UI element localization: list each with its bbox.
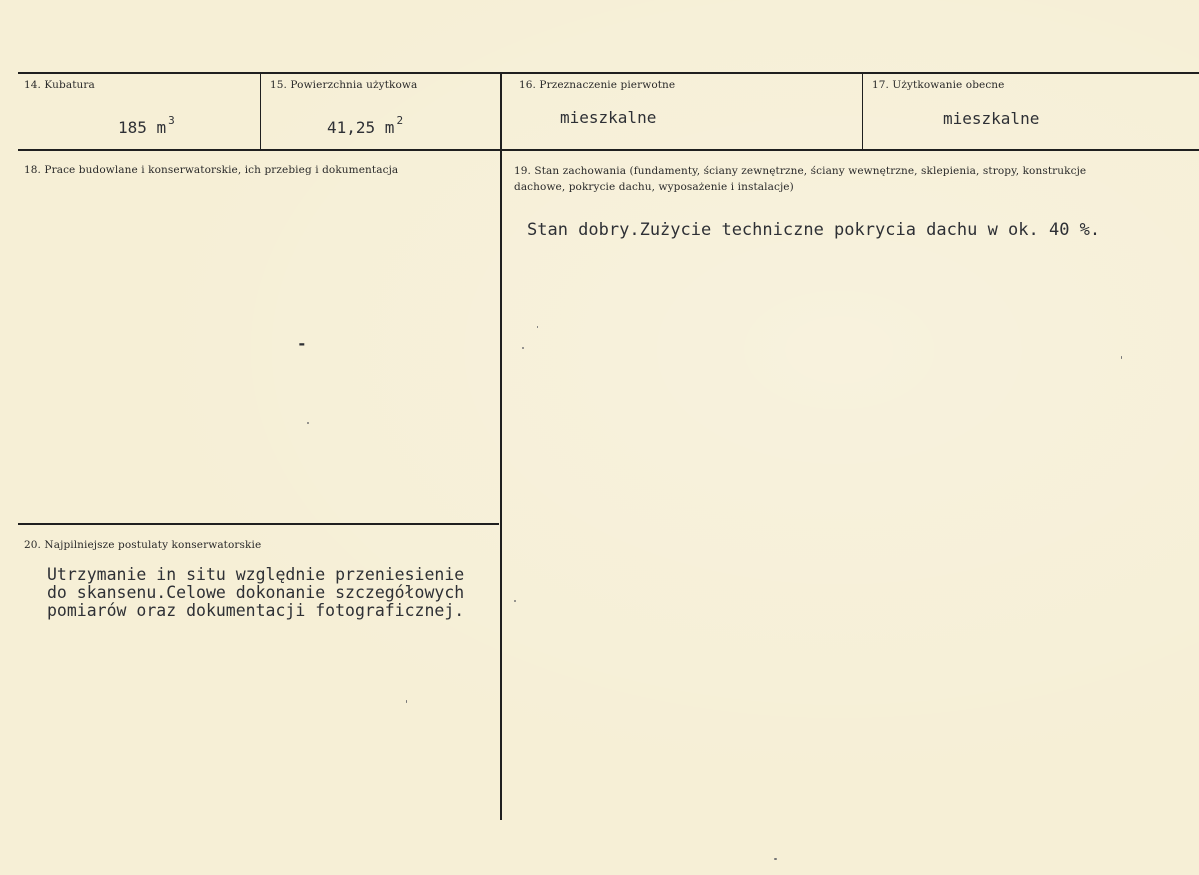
field-20-value: Utrzymanie in situ względnie przeniesienie do skansenu.Celowe dokonanie szczegółowych pomiarów oraz dokumentacji fotograficznej. bbox=[47, 565, 465, 620]
paper-speck bbox=[537, 326, 538, 328]
field-16-label: 16. Przeznaczenie pierwotne bbox=[519, 79, 676, 91]
field-18-value: - bbox=[297, 334, 307, 353]
field-19-label: 19. Stan zachowania (fundamenty, ściany zewnętrzne, ściany wewnętrzne, sklepienia, stropy, konstrukcje dachowe, pokrycie dachu, wyposażenie i instalacje) bbox=[514, 165, 1087, 193]
section18-bottom-rule bbox=[18, 523, 499, 525]
field-14-value-text: 185 m bbox=[118, 118, 167, 137]
paper-speck bbox=[406, 700, 407, 703]
paper-speck bbox=[1121, 356, 1122, 359]
field-14-value bbox=[118, 114, 175, 137]
field-14-exponent: 3 bbox=[168, 114, 175, 127]
field-20-label: 20. Najpilniejsze postulaty konserwatorskie bbox=[24, 539, 262, 551]
field-15-value bbox=[327, 114, 403, 137]
paper-speck bbox=[307, 422, 309, 424]
field-14-label: 14. Kubatura bbox=[24, 79, 95, 91]
field-19-value: Stan dobry.Zużycie techniczne pokrycia dachu w ok. 40 %. bbox=[527, 220, 1101, 240]
divider-16-17 bbox=[862, 73, 863, 150]
paper-speck bbox=[522, 347, 524, 349]
field-17-label: 17. Użytkowanie obecne bbox=[872, 79, 1005, 91]
row1-bottom-rule bbox=[18, 149, 1199, 151]
field-16-value: mieszkalne bbox=[560, 108, 657, 127]
field-15-exponent: 2 bbox=[396, 114, 404, 127]
paper-speck bbox=[514, 600, 516, 602]
main-divider bbox=[500, 73, 502, 820]
field-15-value-text: 41,25 m bbox=[327, 118, 395, 137]
field-15-label: 15. Powierzchnia użytkowa bbox=[270, 79, 418, 91]
top-rule bbox=[18, 72, 1199, 74]
paper-speck bbox=[774, 858, 777, 860]
divider-14-15 bbox=[260, 73, 261, 150]
field-17-value: mieszkalne bbox=[943, 109, 1040, 128]
field-18-label: 18. Prace budowlane i konserwatorskie, ich przebieg i dokumentacja bbox=[24, 164, 399, 176]
